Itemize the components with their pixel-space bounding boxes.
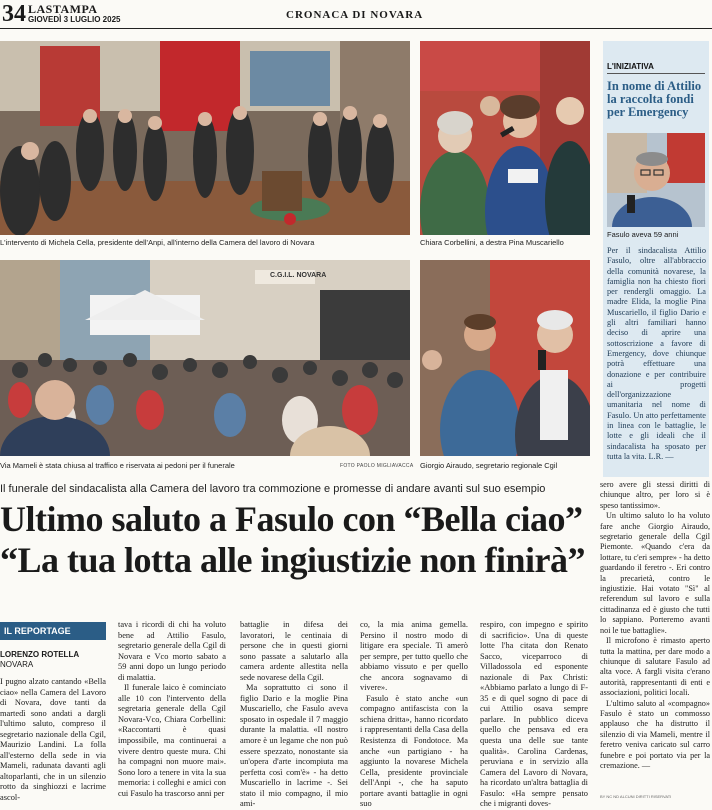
- paragraph: respiro, con impegno e spirito di sacrificio». Una di queste lotte l'ha citata don Renato Sacco, viceparroco di Villadossola ed esponente nazionale di Pax Christi: «Abbiamo parlato a lungo di F-35 e di quel sogno di pace di cui Attilio osava sempre parlare. In pubblico diceva quello che pensava ed era questa una delle sue tante qualità». Carolina Cardenas, peruviana e in servizio alla Camera del Lavoro di Novara, ha ricordato un'altra battaglia di Fasulo: «Ha sempre pensato che i migranti doves-: [480, 620, 588, 809]
- paragraph: sero avere gli stessi diritti di chiunque altro, per loro si è speso tantissimo».: [600, 480, 710, 510]
- article-column-1: [0, 677, 106, 804]
- paragraph: co, la mia anima gemella. Persino il nostro modo di litigare era speciale. Ti amerò per sempre, per tutto quello che abbiamo vissuto e per quello che ancora sognavamo di vivere».: [360, 620, 468, 693]
- paragraph: Il funerale laico è cominciato alle 10 con l'intervento della segretaria generale della Cgil Novara-Vco, Chiara Corbellini: «Raccontarti è quasi impossibile, ma continuerai a vivere dentro queste mura. Chi ha compagni non muore mai». Sono loro a tenere in vita la sua memoria: i colleghi e amici con cui Fasulo ha trascorso anni per: [118, 683, 226, 798]
- author-byline: LORENZO ROTELLA: [0, 650, 80, 659]
- issue-date: GIOVEDÌ 3 LUGLIO 2025: [28, 15, 121, 24]
- article-column-2: [118, 620, 226, 799]
- masthead: LASTAMPA: [28, 2, 98, 16]
- cgil-sign: C.G.I.L. NOVARA: [270, 272, 327, 279]
- section-title: CRONACA DI NOVARA: [286, 9, 424, 21]
- sidebar-body: Per il sindacalista Attilio Fasulo, oltre all'abbraccio della comunità novarese, la famiglia non ha chiesto fiori per rendergli omaggio. La madre Elida, la moglie Pina Muscariello, il figlio Dario e gli altri familiari hanno deciso di aprire una sottoscrizione a favore di Emergency, dove chiunque potrà effettuare una donazione e per contribuire ai progetti dell'organizzazione umanitaria nel nome di Fasulo. Un atto perfettamente in linea con le battaglie, le lotte e gli ideali che il sindacalista ha sposato per tutta la vita. L.R. —: [607, 246, 706, 461]
- paragraph: Il microfono è rimasto aperto tutta la mattina, per dare modo a chiunque di salutare Fasulo ad alta voce. A fargli visita c'erano autorità, rappresentanti di enti e associazioni, politici locali.: [600, 636, 710, 698]
- article-column-5: [480, 620, 588, 810]
- airaudo-photo-caption: Giorgio Airaudo, segretario regionale Cgil: [420, 461, 558, 470]
- paragraph: Ma soprattutto ci sono il figlio Dario e la moglie Pina Muscariello, che Fasulo aveva sposato in ospedale il 7 maggio durante la malattia. «Il nostro amore è un legame che non può essere spezzato, nonostante sia un'opera d'arte incompiuta ma perfetta così com'è» - ha detto Muscariello in lacrime -. Sei stato il mio compagno, il mio ami-: [240, 683, 348, 809]
- main-photo-caption: L'intervento di Michela Cella, presidente dell'Anpi, all'interno della Camera del lavoro di Novara: [0, 238, 315, 247]
- paragraph: battaglie in difesa dei lavoratori, le centinaia di persone che in questi giorni sono passate a salutarlo alla camera ardente allestita nella sede novarese della Cgil.: [240, 620, 348, 682]
- paragraph: Fasulo è stato anche «un compagno antifascista con la schiena dritta», hanno ricordato i rappresentanti della Casa della Resistenza di Fondotoce. Ma anche «un partigiano - ha aggiunto la novarese Michela Cella, presidente provinciale dell'Anpi -, che ha saputo portare avanti battaglie in ogni suo: [360, 693, 468, 809]
- speaker-photo-caption: Chiara Corbellini, a destra Pina Muscariello: [420, 238, 564, 247]
- airaudo-photo: [420, 260, 590, 456]
- header-rule: [0, 28, 712, 29]
- speaker-photo: [420, 41, 590, 235]
- main-photo: [0, 41, 410, 235]
- sidebar-kicker: L'INIZIATIVA: [607, 62, 654, 71]
- article-column-3: [240, 620, 348, 810]
- dateline: NOVARA: [0, 660, 34, 669]
- fasulo-portrait: [607, 133, 705, 227]
- page-number: 34: [2, 1, 26, 27]
- article-kicker: Il funerale del sindacalista alla Camera del lavoro tra commozione e promesse di andare avanti sul suo esempio: [0, 483, 546, 495]
- sidebar-rule: [607, 73, 705, 74]
- paragraph: L'ultimo saluto al «compagno» Fasulo è stato un commosso applauso che ha distrutto il silenzio di via Mameli, mentre il feretro veniva caricato sul carro funebre e poi portato via per la cremazione. —: [600, 698, 710, 770]
- paragraph: Un ultimo saluto lo ha voluto fare anche Giorgio Airaudo, segretario generale della Cgil Piemonte. «Quando c'era da lottare, tu c'eri sempre» - ha detto guardando il feretro -. Eri contro la precarietà, contro le ingiustizie. Hai votato "Sì" al referendum sul lavoro e sulla cittadinanza ed è giusto che tutti lo sappiano. Porteremo avanti noi le tue battaglie».: [600, 511, 710, 635]
- street-photo: [0, 260, 410, 456]
- street-photo-caption: Via Mameli è stata chiusa al traffico e riservata ai pedoni per il funerale: [0, 461, 235, 470]
- headline-line-1: Ultimo saluto a Fasulo con “Bella ciao”: [0, 499, 583, 539]
- sidebar-title: In nome di Attilio la raccolta fondi per Emergency: [607, 79, 702, 119]
- article-column-6: [600, 480, 710, 771]
- photo-credit: FOTO PAOLO MIGLIAVACCA: [340, 463, 414, 469]
- paragraph: I pugno alzato cantando «Bella ciao» nella Camera del Lavoro di Novara, dove tanti da martedì sono andati a dargli l'ultimo saluto, compreso il segretario nazionale della Cgil, Maurizio Landini. La folla all'esterno della sede in via Mameli, radunata davanti agli altoparlanti, che in un silenzio rotto da singhiozzi e lacrime ascol-: [0, 677, 106, 803]
- article-column-4: [360, 620, 468, 810]
- reportage-label: IL REPORTAGE: [0, 622, 106, 640]
- headline-line-2: “La tua lotta alle ingiustizie non finirà”: [0, 540, 586, 580]
- copyright-notice: BY NC ND ALCUNI DIRITTI RISERVATI: [600, 794, 672, 799]
- paragraph: tava i ricordi di chi ha voluto bene ad Attilio Fasulo, segretario generale della Cgil di Novara e Vco morto sabato a 59 anni dopo un lungo periodo di malattia.: [118, 620, 226, 682]
- sidebar-photo-caption: Fasulo aveva 59 anni: [607, 230, 679, 239]
